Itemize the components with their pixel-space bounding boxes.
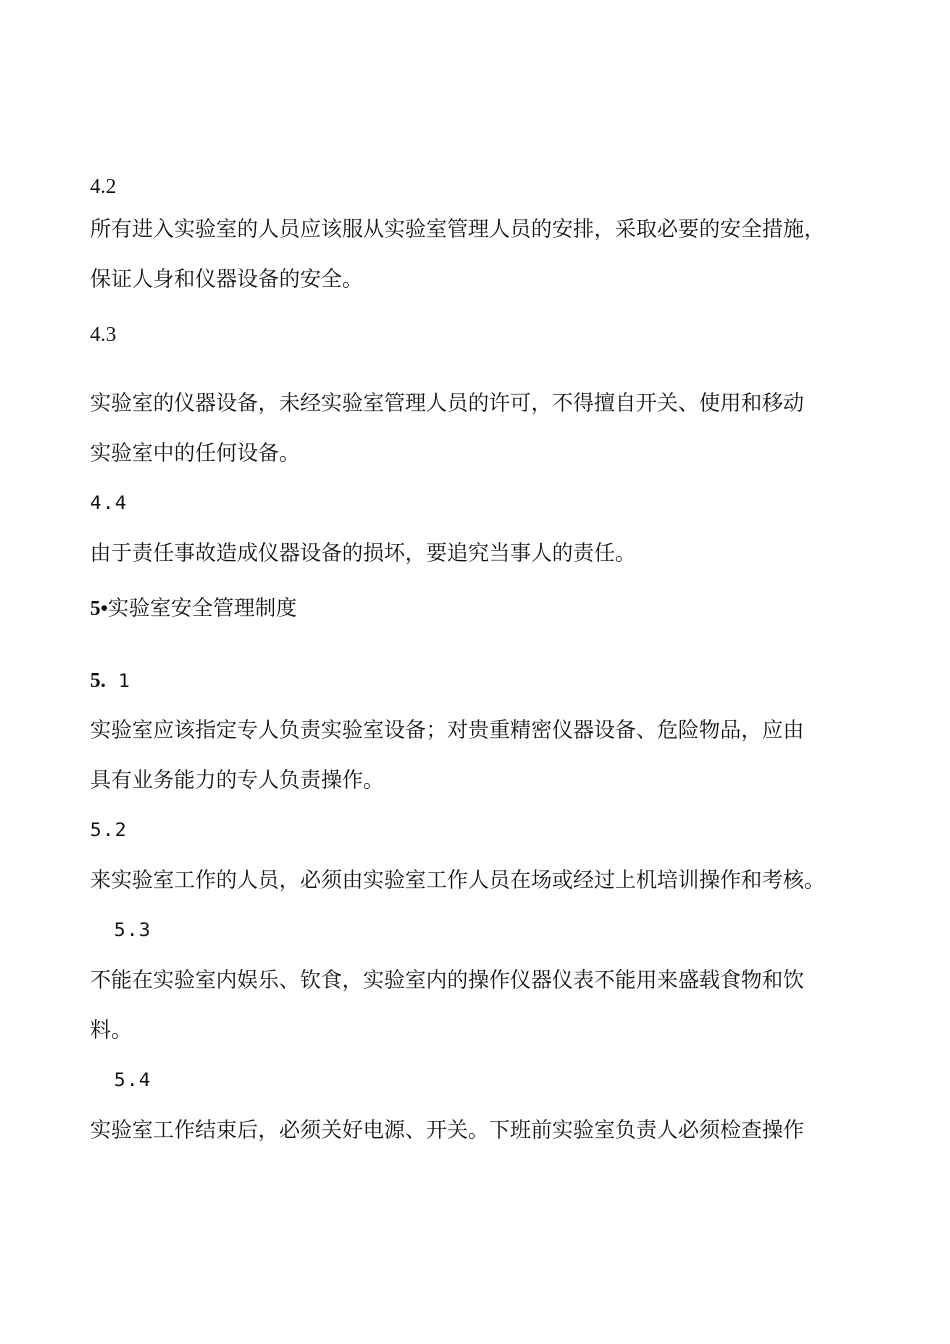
section-number-5-2: 5.2 [90,819,128,841]
section-number-5-4: 5.4 [114,1069,152,1091]
section-number-4-4: 4.4 [90,492,128,514]
section-5-2-text-line-1: 来实验室工作的人员，必须由实验室工作人员在场或经过上机培训操作和考核。 [90,868,825,892]
section-number-4-3: 4.3 [90,322,117,346]
section-5-heading-text: 实验室安全管理制度 [107,596,297,620]
section-number-5-3: 5.3 [114,919,152,941]
section-5-4-text-line-1: 实验室工作结束后，必须关好电源、开关。下班前实验室负责人必须检查操作 [90,1118,804,1142]
section-4-4-text-line-1: 由于责任事故造成仪器设备的损坏，要追究当事人的责任。 [90,541,636,565]
section-5-heading [90,594,297,622]
section-5-heading-number: 5• [90,596,108,620]
section-5-3-text-line-1: 不能在实验室内娱乐、钦食，实验室内的操作仪器仪表不能用来盛载食物和饮 [90,968,804,992]
section-number-5-1-sub: 1 [105,670,131,692]
section-number-5-1 [90,666,131,695]
section-4-3-text-line-1: 实验室的仪器设备，未经实验室管理人员的许可，不得擅自开关、使用和移动 [90,391,804,415]
section-5-3-text-line-2: 料。 [90,1018,132,1042]
section-5-1-text-line-2: 具有业务能力的专人负责操作。 [90,768,384,792]
section-4-3-text-line-2: 实验室中的任何设备。 [90,441,300,465]
section-5-1-text-line-1: 实验室应该指定专人负责实验室设备；对贵重精密仪器设备、危险物品，应由 [90,718,804,742]
section-4-2-text-line-2: 保证人身和仪器设备的安全。 [90,267,363,291]
section-number-4-2: 4.2 [90,174,117,198]
section-4-2-text-line-1: 所有进入实验室的人员应该服从实验室管理人员的安排，采取必要的安全措施， [90,217,825,241]
section-number-5-1-main: 5. [90,668,106,692]
